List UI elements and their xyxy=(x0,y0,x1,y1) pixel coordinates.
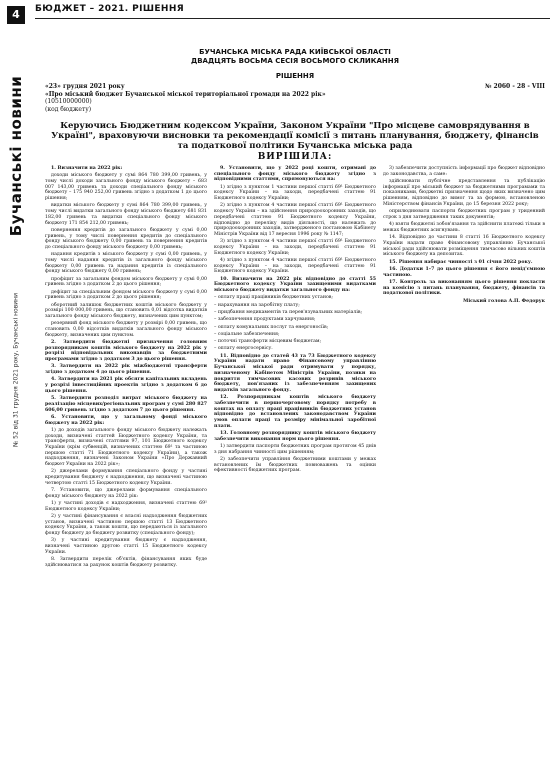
paragraph: 1) згідно з пунктом 1 частини першої статті 69¹ Бюджетного кодексу України – на заходи, передбачені статтею 91 Бюджетного кодексу України; xyxy=(214,184,376,202)
paragraph: оприлюднювати паспорти бюджетних програм у триденний строк з дня затвердження таких документів; xyxy=(383,209,545,220)
paragraph: – оплату праці працівників бюджетних установ; xyxy=(214,295,333,301)
paragraph: профіцит за загальним фондом міського бюджету у сумі 0,00 гривень згідно з додатком 2 до цього рішення; xyxy=(45,276,207,288)
paragraph: 1) у частині доходів є надходження, визначені статтею 69¹ Бюджетного кодексу України; xyxy=(45,501,207,512)
paragraph: 12. Розпорядникам коштів міського бюджету забезпечити в першочерговому порядку потребу в коштах на оплату праці працівників бюджетних установ відповідно до встановлених законодавством України умов оплати праці та розміру мінімальної заробітної плати. xyxy=(214,395,376,429)
paragraph: 13. Головному розпоряднику коштів міського бюджету забезпечити виконання норм цього рішення. xyxy=(214,431,376,442)
paragraph: 15. Рішення набирає чинності з 01 січня 2022 року. xyxy=(389,259,533,265)
paragraph: 4) взяти бюджетні зобов'язання та здійснити платежі тільки в межах бюджетних асигнувань. xyxy=(383,222,545,233)
paragraph: 4. Затвердити на 2021 рік обсяги капітальних вкладень у розрізі інвестиційних проектів згідно з додатком 6 до цього рішення. xyxy=(45,377,207,394)
paragraph: – забезпечення продуктами харчування; xyxy=(214,317,316,323)
section-title: БЮДЖЕТ – 2021. РІШЕННЯ xyxy=(35,4,185,14)
paragraph: 4) згідно з пунктом 4 частини першої статті 69¹ Бюджетного кодексу України – на заходи, передбачені статтею 91 Бюджетного кодексу України. xyxy=(214,257,376,275)
paragraph: – соціальне забезпечення; xyxy=(214,331,280,337)
page-header xyxy=(35,4,550,19)
council-name: БУЧАНСЬКА МІСЬКА РАДА КИЇВСЬКОЇ ОБЛАСТІ ДВАДЦЯТЬ ВОСЬМА СЕСІЯ ВОСЬМОГО СКЛИКАННЯ xyxy=(190,48,400,65)
paragraph: надання кредитів з міського бюджету у сумі 0,00 гривень, у тому числі надання кредитів із загального фонду міського бюджету 0,00 гривень та надання кредитів із спеціального фонду міського бюджету 0,00 гривень; xyxy=(45,252,207,275)
paragraph: – придбання медикаментів та перев'язувальних матеріалів; xyxy=(214,309,363,315)
paragraph: 3) забезпечити доступність інформації про бюджет відповідно до законодавства, а саме: xyxy=(383,166,545,177)
body-columns xyxy=(45,166,545,570)
paragraph: резервний фонд міського бюджету у розмірі 0,00 гривень, що становить 0,00 відсотків видатків загального фонду міського бюджету, визначених цим пунктом. xyxy=(45,321,207,338)
column-3 xyxy=(383,166,545,570)
paragraph: 5. Затвердити розподіл витрат міського бюджету на реалізацію місцевих/регіональних програм у сумі 280 827 606,00 гривень згідно з додатком 7 до цього рішення. xyxy=(45,396,207,413)
paragraph: 10. Визначити на 2022 рік відповідно до статті 55 Бюджетного кодексу України захищеними видатками міського бюджету видатки загального фонду на: xyxy=(214,276,376,294)
paragraph: 11. Відповідно до статей 43 та 73 Бюджетного кодексу України надати право Фінансовому управлінню Бучанської міської ради отримувати у порядку, визначеному Кабінетом Міністрів України, позики на покриття тимчасових касових розривів міського бюджету, пов'язаних із забезпеченням захищених видатків загального фонду. xyxy=(214,353,376,393)
paragraph: 3) у частині кредитування бюджету є надходження, визначені частиною другою статті 15 Бюджетного кодексу України. xyxy=(45,538,207,555)
paragraph: – поточні трансферти місцевим бюджетам; xyxy=(214,339,322,345)
paragraph: 2) згідно з пунктом 4 частини першої статті 69¹ Бюджетного кодексу України – на здійснення природоохоронних заходів, що передбачені статтею 91 Бюджетного кодексу України, відповідно до переліку видів діяльності, що належать до природоохоронних заходів, затвердженого постановою Кабінету Міністрів України від 17 вересня 1996 року № 1147; xyxy=(214,203,376,237)
column-1 xyxy=(45,166,207,570)
paragraph: повернення кредитів до загального бюджету у сумі 0,00 гривень, у тому числі повернення кредитів до спеціального фонду міського бюджету 0,00 гривень та повернення кредитів до спеціального фонду міського бюджету 0,00 гривень; xyxy=(45,227,207,250)
paragraph: видатки міського бюджету у сумі 864 780 399,00 гривень, у тому числі видатки загального фонду міського бюджету 681 831 182,00 гривень та видатки спеціального фонду міського бюджету 171 854 212,00 гривень; xyxy=(45,203,207,226)
paragraph: 16. Додатки 1–7 до цього рішення є його невід'ємною частиною. xyxy=(383,266,545,278)
column-2 xyxy=(214,166,376,570)
paragraph: 2) у частині фінансування є власні надходження бюджетних установ, визначені частиною першою статті 13 Бюджетного кодексу України, а також кошти, що передаються із загального фонду бюджету до бюджету розвитку (спеціального фонду); xyxy=(45,514,207,537)
paragraph: доходи міського бюджету у сумі 864 780 399,00 гривень, у тому числі доходи загального фонду міського бюджету – 683 007 143,00 гривень та доходи спеціального фонду міського бюджету – 175 940 252,00 гривень згідно з додатком 1 до цього рішення; xyxy=(45,173,207,202)
decision-date: «23» грудня 2021 року xyxy=(45,83,125,90)
preamble: Керуючись Бюджетним кодексом України, Законом України "Про місцеве самоврядування в Україні", враховуючи висновки та рекомендації комісії з питань планування, бюджету, фінансів та податкової політики Бучанська міська рада xyxy=(51,121,539,151)
paragraph: 6. Установити, що у загальному фонді міського бюджету на 2022 рік: xyxy=(45,414,207,426)
issue-info: № 52 від 31 грудня 2021 року, Бучанські новини xyxy=(12,293,20,447)
newspaper-logo: Бучанські новини xyxy=(7,75,25,237)
decision-title: РІШЕННЯ xyxy=(275,72,315,80)
paragraph: 2) джерелами формування спеціального фонду у частині кредитування бюджету є надходження, що визначені частиною четвертою статті 15 Бюджетного кодексу України. xyxy=(45,469,207,486)
paragraph: 1. Визначити на 2022 рік: xyxy=(51,166,123,171)
paragraph: 17. Контроль за виконанням цього рішення покласти на комісію з питань планування, бюджету, фінансів та податкової політики. xyxy=(383,279,545,297)
paragraph: – нарахування на заробітну плату; xyxy=(214,302,300,308)
decision-number: № 2060 - 28 - VIII xyxy=(484,83,545,90)
paragraph: 8. Затвердити перелік об'єктів, фінансування яких буде здійснюватися за рахунок коштів бюджету розвитку. xyxy=(45,557,207,568)
document xyxy=(45,48,545,764)
paragraph: 3) згідно з пунктом 4 частини першої статті 69¹ Бюджетного кодексу України – на заходи, передбачені статтею 91 Бюджетного кодексу України; xyxy=(214,239,376,256)
decision-meta xyxy=(45,83,545,113)
page-number: 4 xyxy=(7,6,25,24)
paragraph: дефіцит за спеціальним фондом міського бюджету у сумі 0,00 гривень згідно з додатком 2 до цього рішення; xyxy=(45,289,207,301)
paragraph: 1) затвердити паспорти бюджетних програм протягом 45 днів з дня набрання чинності цим рішенням; xyxy=(214,444,376,455)
budget-code: (10510000000) xyxy=(45,98,92,105)
resolved-heading: ВИРІШИЛА: xyxy=(257,152,333,162)
paragraph: 9. Установити, що у 2022 році кошти, отримані до спеціального фонду міського бюджету згідно з відповідними статтями, спрямовуються на: xyxy=(214,166,376,183)
paragraph: – оплату комунальних послуг та енергоносіїв; xyxy=(214,324,329,330)
paragraph: 2. Затвердити бюджетні призначення головним розпорядникам коштів міського бюджету на 2022 рік у розрізі відповідальних виконавців за бюджетними програмами згідно з додатком 3 до цього рішення. xyxy=(45,340,207,363)
paragraph: 3. Затвердити на 2022 рік міжбюджетні трансферти згідно з додатком 4 до цього рішення. xyxy=(45,364,207,376)
paragraph: – оплату енергосервісу. xyxy=(214,346,273,352)
paragraph: 7. Установити, що джерелами формування спеціального фонду міського бюджету на 2022 рік: xyxy=(45,488,207,499)
paragraph: здійснювати публічне представлення та публікацію інформації про міський бюджет за бюджетними програмами та показниками, бюджетні призначення щодо яких визначено цим рішенням, відповідно до вимог та за формою, встановленою Міністерством фінансів України, до 15 березня 2022 року; xyxy=(383,179,545,207)
paragraph: 1) до доходів загального фонду міського бюджету належать доходи, визначені статтей Бюджетного кодексу України, та трансферти, визначені статтями 97, 101 Бюджетного кодексу України (крім субвенцій, визначених статтею 69¹ та частиною першою статті 71 Бюджетного кодексу України), а також надходження, визначені Законом України «Про Державний бюджет України на 2022 рік»; xyxy=(45,427,207,468)
paragraph: 14. Відповідно до частини 8 статті 16 Бюджетного кодексу України надати право Фінансовому управлінню Бучанської міської ради здійснювати розміщення тимчасово вільних коштів міського бюджету на депозитах. xyxy=(383,235,545,258)
decision-subject: «Про міський бюджет Бучанської міської територіальної громади на 2022 рік» xyxy=(45,90,326,98)
paragraph: 2) забезпечити управління бюджетними коштами у межах встановлених їм бюджетних повноважень та оцінки ефективності бюджетних програм. xyxy=(214,457,376,474)
budget-code-label: (код бюджету) xyxy=(45,105,92,113)
paragraph: оборотний залишок бюджетних коштів міського бюджету у розмірі 100 000,00 гривень, що становить 0,01 відсотка видатків загального фонду міського бюджету, визначених цим пунктом; xyxy=(45,302,207,320)
sidebar xyxy=(0,0,32,768)
signature: Міський голова А.П. Федорук xyxy=(463,298,545,304)
